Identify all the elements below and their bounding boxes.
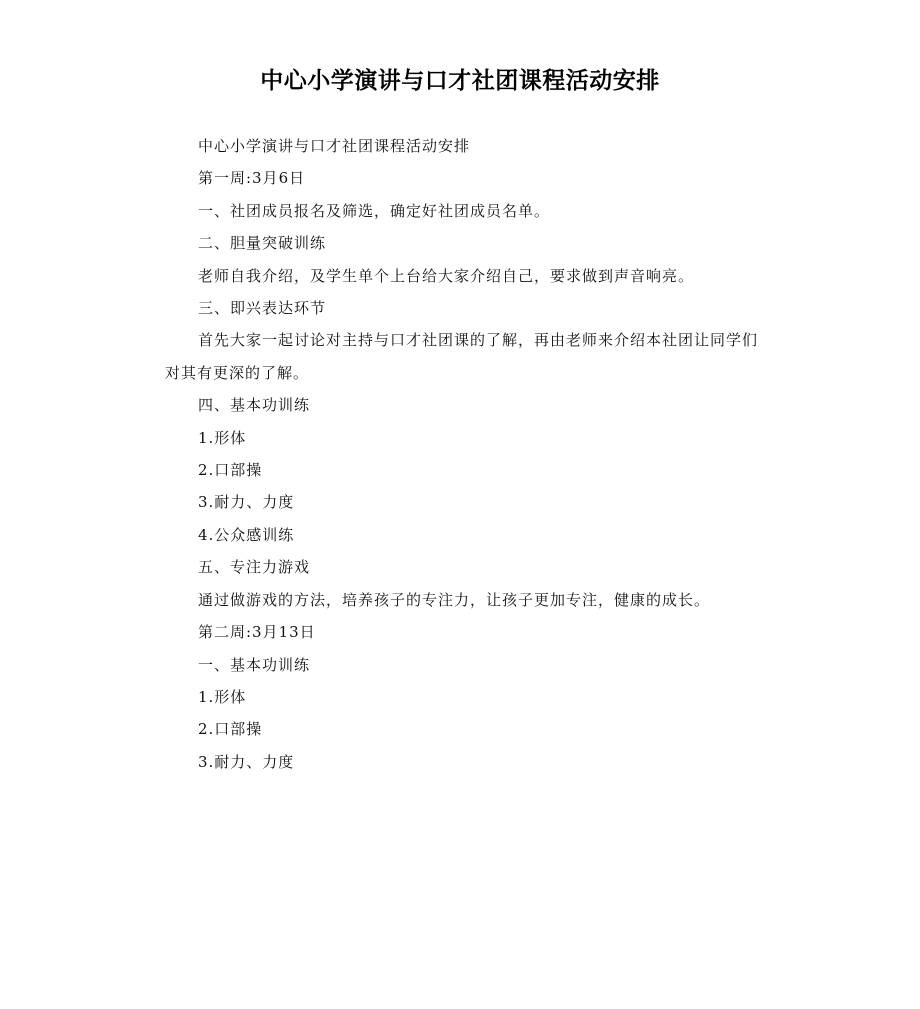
paragraph-item: 二、胆量突破训练 [198, 234, 327, 253]
paragraph-item: 五、专注力游戏 [198, 558, 311, 577]
paragraph-item: 首先大家一起讨论对主持与口才社团课的了解，再由老师来介绍本社团让同学们对其有更深的了解。 [165, 331, 759, 382]
paragraph-item: 1.形体 [198, 428, 247, 447]
paragraph-item: 4.公众感训练 [198, 525, 295, 544]
paragraph-item: 3.耐力、力度 [198, 493, 295, 512]
paragraph-item: 1.形体 [198, 687, 247, 706]
paragraph-item: 通过做游戏的方法，培养孩子的专注力，让孩子更加专注，健康的成长。 [198, 590, 711, 609]
paragraph-subtitle: 中心小学演讲与口才社团课程活动安排 [198, 137, 471, 155]
paragraph-item: 三、即兴表达环节 [198, 299, 327, 318]
paragraph-item: 一、社团成员报名及筛选，确定好社团成员名单。 [198, 201, 551, 220]
paragraph-item: 四、基本功训练 [198, 396, 311, 415]
paragraph-item: 一、基本功训练 [198, 655, 311, 674]
paragraph-item: 老师自我介绍，及学生单个上台给大家介绍自己，要求做到声音响亮。 [198, 266, 695, 285]
paragraph-item: 2.口部操 [198, 461, 263, 480]
document-body [165, 130, 765, 778]
paragraph-week2-heading: 第二周:3月13日 [198, 623, 316, 642]
paragraph-item: 3.耐力、力度 [198, 752, 295, 771]
document-title: 中心小学演讲与口才社团课程活动安排 [260, 68, 660, 94]
paragraph-week1-heading: 第一周:3月6日 [198, 169, 306, 188]
paragraph-item: 2.口部操 [198, 720, 263, 739]
